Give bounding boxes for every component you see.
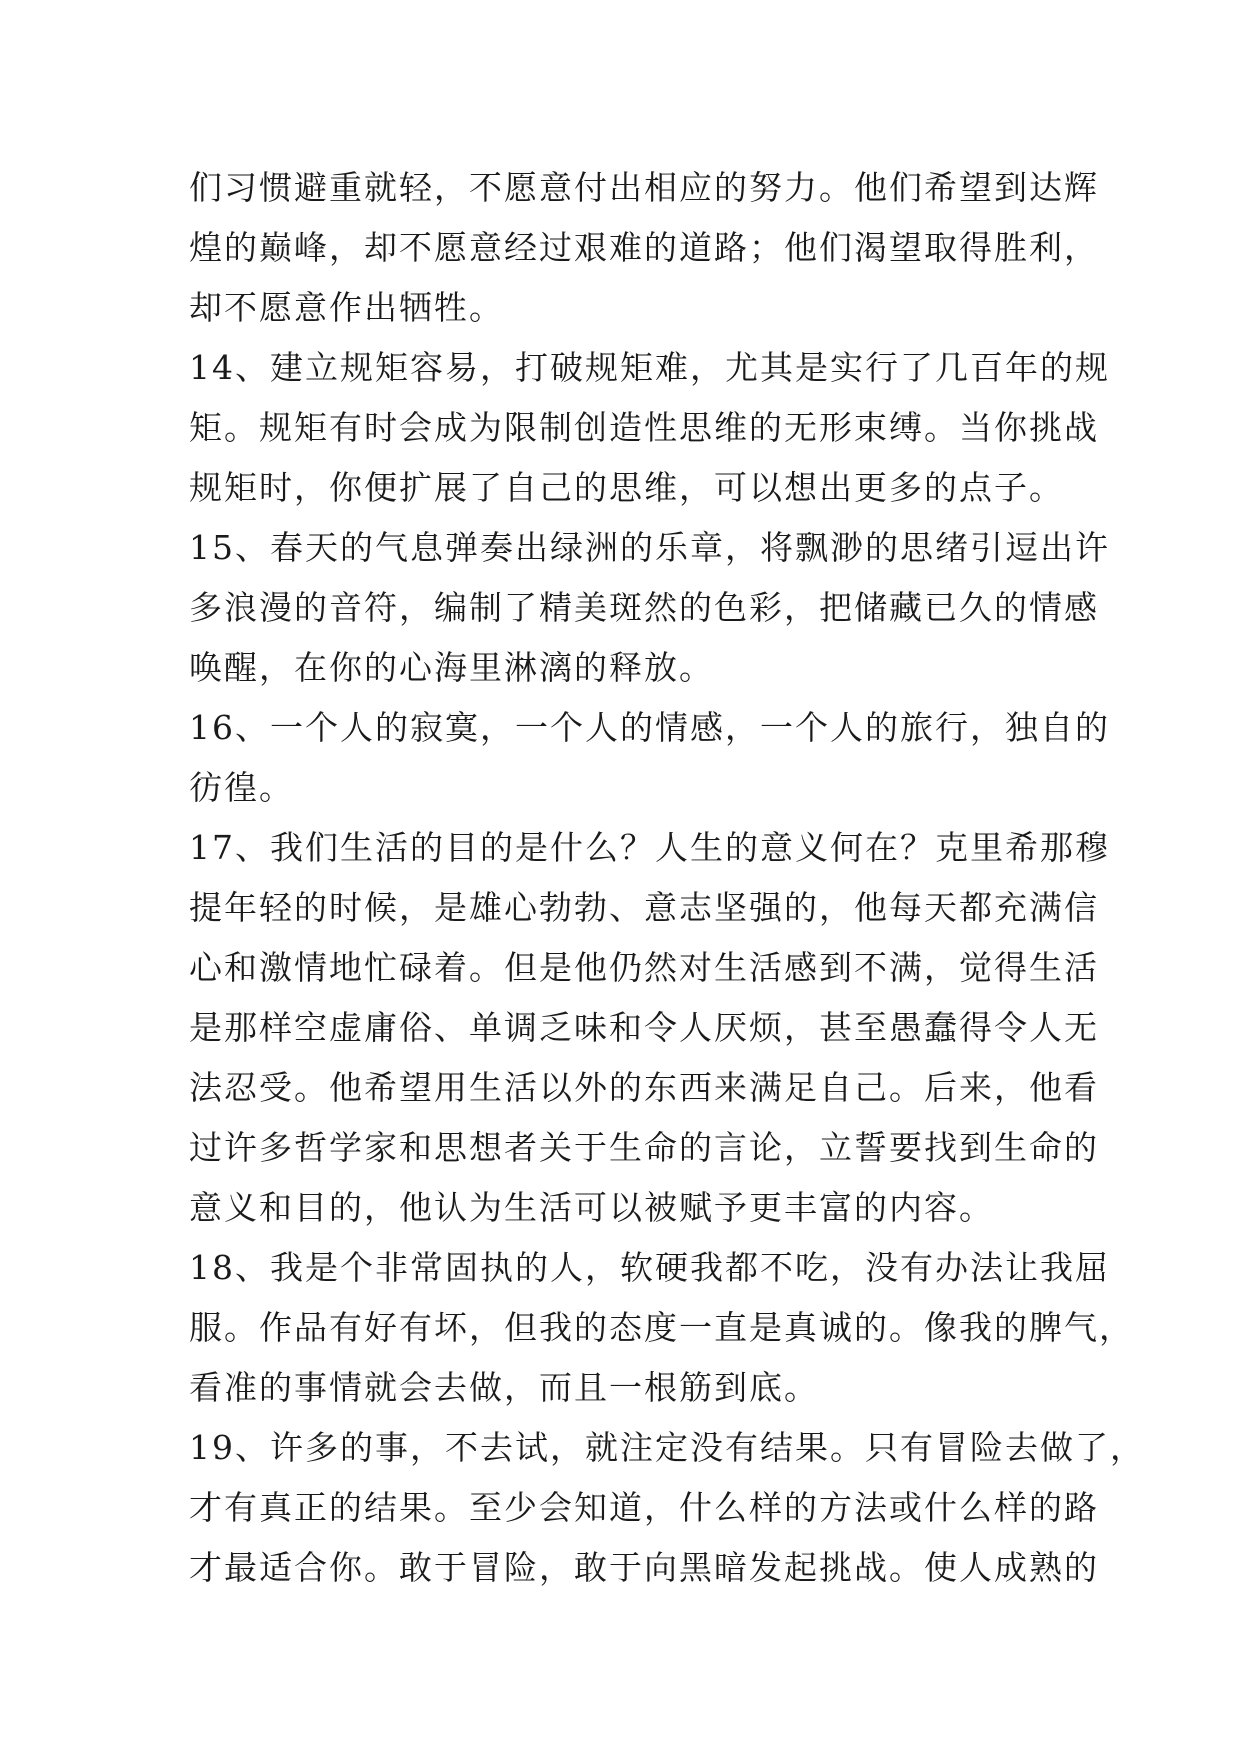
text-line: 16、一个人的寂寞，一个人的情感，一个人的旅行，独自的 (189, 708, 1110, 747)
text-line: 们习惯避重就轻，不愿意付出相应的努力。他们希望到达辉 (189, 168, 1099, 207)
text-line: 才最适合你。敢于冒险，敢于向黑暗发起挑战。使人成熟的 (189, 1548, 1099, 1587)
text-line: 过许多哲学家和思想者关于生命的言论，立誓要找到生命的 (189, 1128, 1099, 1167)
text-line: 19、许多的事，不去试，就注定没有结果。只有冒险去做了， (189, 1428, 1145, 1467)
text-line: 矩。规矩有时会成为限制创造性思维的无形束缚。当你挑战 (189, 408, 1099, 447)
text-line: 彷徨。 (189, 768, 294, 807)
text-line: 心和激情地忙碌着。但是他仍然对生活感到不满，觉得生活 (189, 948, 1099, 987)
text-line: 提年轻的时候，是雄心勃勃、意志坚强的，他每天都充满信 (189, 888, 1099, 927)
text-line: 14、建立规矩容易，打破规矩难，尤其是实行了几百年的规 (189, 348, 1110, 387)
text-line: 15、春天的气息弹奏出绿洲的乐章，将飘渺的思绪引逗出许 (189, 528, 1110, 567)
text-line: 是那样空虚庸俗、单调乏味和令人厌烦，甚至愚蠢得令人无 (189, 1008, 1099, 1047)
text-line: 17、我们生活的目的是什么？人生的意义何在？克里希那穆 (189, 828, 1110, 867)
text-line: 规矩时，你便扩展了自己的思维，可以想出更多的点子。 (189, 468, 1064, 507)
text-line: 服。作品有好有坏，但我的态度一直是真诚的。像我的脾气， (189, 1308, 1134, 1347)
text-line: 煌的巅峰，却不愿意经过艰难的道路；他们渴望取得胜利， (189, 228, 1099, 267)
text-line: 才有真正的结果。至少会知道，什么样的方法或什么样的路 (189, 1488, 1099, 1527)
text-line: 多浪漫的音符，编制了精美斑然的色彩，把储藏已久的情感 (189, 588, 1099, 627)
text-line: 意义和目的，他认为生活可以被赋予更丰富的内容。 (189, 1188, 994, 1227)
text-line: 却不愿意作出牺牲。 (189, 288, 504, 327)
text-line: 法忍受。他希望用生活以外的东西来满足自己。后来，他看 (189, 1068, 1099, 1107)
document-body (189, 158, 1145, 1598)
text-line: 18、我是个非常固执的人，软硬我都不吃，没有办法让我屈 (189, 1248, 1110, 1287)
text-line: 唤醒，在你的心海里淋漓的释放。 (189, 648, 714, 687)
text-line: 看准的事情就会去做，而且一根筋到底。 (189, 1368, 819, 1407)
